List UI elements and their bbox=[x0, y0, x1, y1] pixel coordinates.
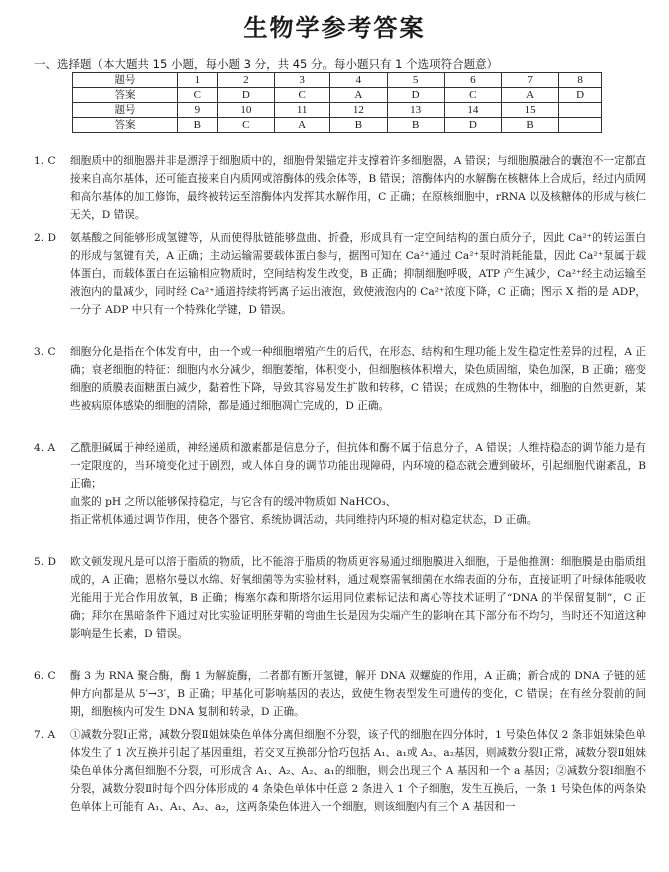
explanation-text: 细胞质中的细胞器并非是漂浮于细胞质中的，细胞骨架锚定并支撑着许多细胞器，A 错误；与细胞膜融合的囊泡不一定都直接来自高尔基体，还可能直接来自内质网或溶酶体的残余体等，B 错误；溶酶体内的水解酶在核糖体上合成后，经过内质网和高尔基体的加工修饰，最终被转运至溶酶体内发挥其水解作用，C 正确；在原核细胞中，rRNA 以及核糖体的形成与核仁无关，D 错误。 bbox=[70, 155, 646, 222]
question-number: 6. C bbox=[34, 670, 56, 682]
question-number-cell: 8 bbox=[559, 73, 602, 88]
table-row-label: 答案 bbox=[73, 88, 178, 103]
explanation-text: 氨基酸之间能够形成氢键等，从而使得肽链能够盘曲、折叠，形成具有一定空间结构的蛋白质分子，因此 Ca²⁺的转运蛋白的形成与氢键有关，A 正确；主动运输需要载体蛋白参与，据图可知在 Ca²⁺通过 Ca²⁺泵时消耗能量，因此 Ca²⁺泵属于载体蛋白，而载体蛋白在运输相应物质时，空间结构发生改变，B 正确；抑制细胞呼吸，ATP 产生减少，Ca²⁺经主动运输至液泡内的量减少，同时经 Ca²⁺通道持续将钙离子运出液泡，致使液泡内的 Ca²⁺浓度下降，C 正确；图示 X 指的是 ADP，一分子 ADP 中只有一个特殊化学键，D 错误。 bbox=[70, 232, 646, 317]
answer-cell: B bbox=[330, 118, 387, 133]
question-explanation bbox=[70, 229, 646, 319]
question-number: 7. A bbox=[34, 729, 56, 741]
explanation-text: 血浆的 pH 之所以能够保持稳定，与它含有的缓冲物质如 NaHCO₃、 bbox=[70, 496, 397, 509]
question-number-cell: 12 bbox=[330, 103, 387, 118]
answer-cell bbox=[559, 118, 602, 133]
question-5 bbox=[34, 553, 646, 643]
question-number: 4. A bbox=[34, 442, 56, 454]
answer-cell: C bbox=[444, 88, 501, 103]
question-number-cell: 10 bbox=[217, 103, 274, 118]
question-number: 3. C bbox=[34, 346, 56, 358]
question-number-cell: 14 bbox=[444, 103, 501, 118]
answer-cell: B bbox=[387, 118, 444, 133]
explanation-text: 细胞分化是指在个体发育中，由一个或一种细胞增殖产生的后代，在形态、结构和生理功能上发生稳定性差异的过程，A 正确；衰老细胞的特征：细胞内水分减少，细胞萎缩，体积变小，但细胞核体积增大，染色质固缩，染色加深，B 正确；癌变细胞的质膜表面糖蛋白减少，黏着性下降，导致其容易发生扩散和转移，C 错误；在成熟的生物体中，细胞的自然更新，某些被病原体感染的细胞的清除，都是通过细胞凋亡完成的，D 正确。 bbox=[70, 346, 646, 413]
question-number-cell: 5 bbox=[387, 73, 444, 88]
answer-cell: A bbox=[274, 118, 329, 133]
question-number-cell: 13 bbox=[387, 103, 444, 118]
question-number: 1. C bbox=[34, 155, 56, 167]
explanation-text: 乙酰胆碱属于神经递质，神经递质和激素都是信息分子，但抗体和酶不属于信息分子，A 错误；人维持稳态的调节能力是有一定限度的，当环境变化过于剧烈，或人体自身的调节功能出现障碍，内环境的稳态就会遭到破坏，引起细胞代谢紊乱，B 正确； bbox=[70, 442, 646, 491]
answer-cell: B bbox=[177, 118, 217, 133]
answer-cell: B bbox=[501, 118, 558, 133]
question-number-cell: 6 bbox=[444, 73, 501, 88]
question-6 bbox=[34, 667, 646, 721]
answer-cell: D bbox=[217, 88, 274, 103]
table-number-row bbox=[73, 103, 602, 118]
explanation-text: ①减数分裂Ⅰ正常，减数分裂Ⅱ姐妹染色单体分离但细胞不分裂，该子代的细胞在四分体时，1 号染色体仅 2 条非姐妹染色单体发生了 1 次互换并引起了基因重组，若交叉互换部分恰巧包括 A₁、a₁或 A₂、a₂基因，则减数分裂Ⅰ正常，减数分裂Ⅱ姐妹染色单体分离但细胞不分裂，可形成含 A₁、A₂、A₂、a₁的细胞，则会出现三个 A 基因和一个 a 基因；②减数分裂Ⅰ细胞不分裂，减数分裂Ⅱ时每个四分体形成的 4 条染色单体中任意 2 条进入 1 个子细胞，发生互换后，一条 1 号染色体的两条染色单体上可能有 A₁、A₁、A₂、a₂，这两条染色体进入一个细胞，则该细胞内有三个 A 基因和一 bbox=[70, 729, 646, 814]
question-number-cell: 1 bbox=[177, 73, 217, 88]
table-number-row bbox=[73, 73, 602, 88]
question-explanation bbox=[70, 553, 646, 643]
question-explanation bbox=[70, 152, 646, 224]
question-7 bbox=[34, 726, 646, 816]
answer-cell: A bbox=[501, 88, 558, 103]
question-1 bbox=[34, 152, 646, 224]
table-answer-row bbox=[73, 118, 602, 133]
explanation-text: 酶 3 为 RNA 聚合酶，酶 1 为解旋酶，二者都有断开氢键，解开 DNA 双螺旋的作用，A 正确；新合成的 DNA 子链的延伸方向都是从 5′→3′，B 正确；甲基化可影响基因的表达，致使生物表型发生可遗传的变化，C 错误；在有丝分裂前的间期，细胞核内可发生 DNA 复制和转录，D 正确。 bbox=[70, 670, 646, 719]
question-number-cell bbox=[559, 103, 602, 118]
question-number: 5. D bbox=[34, 556, 56, 568]
answer-cell: D bbox=[559, 88, 602, 103]
answer-cell: C bbox=[217, 118, 274, 133]
question-number: 2. D bbox=[34, 232, 56, 244]
question-number-cell: 7 bbox=[501, 73, 558, 88]
question-number-cell: 15 bbox=[501, 103, 558, 118]
question-3 bbox=[34, 343, 646, 415]
question-2 bbox=[34, 229, 646, 319]
table-row-label: 答案 bbox=[73, 118, 178, 133]
question-number-cell: 9 bbox=[177, 103, 217, 118]
question-number-cell: 3 bbox=[274, 73, 329, 88]
table-row-label: 题号 bbox=[73, 73, 178, 88]
answer-cell: C bbox=[177, 88, 217, 103]
answer-table bbox=[72, 72, 602, 133]
table-answer-row bbox=[73, 88, 602, 103]
page-title: 生物学参考答案 bbox=[243, 14, 426, 42]
explanation-text: 指正常机体通过调节作用，使各个器官、系统协调活动，共同维持内环境的相对稳定状态，D 正确。 bbox=[70, 514, 538, 527]
table-row-label: 题号 bbox=[73, 103, 178, 118]
question-explanation bbox=[70, 343, 646, 415]
answer-cell: D bbox=[444, 118, 501, 133]
answer-cell: D bbox=[387, 88, 444, 103]
question-explanation bbox=[70, 439, 646, 529]
answer-cell: C bbox=[274, 88, 329, 103]
question-number-cell: 11 bbox=[274, 103, 329, 118]
section-heading: 一、选择题（本大题共 15 小题，每小题 3 分，共 45 分。每小题只有 1 个选项符合题意） bbox=[34, 57, 499, 71]
question-number-cell: 2 bbox=[217, 73, 274, 88]
answer-cell: A bbox=[330, 88, 387, 103]
explanation-text: 欧文顿发现凡是可以溶于脂质的物质，比不能溶于脂质的物质更容易通过细胞膜进入细胞，于是他推测：细胞膜是由脂质组成的，A 正确；恩格尔曼以水绵、好氧细菌等为实验材料，通过观察需氧细菌在水绵表面的分布，直接证明了叶绿体能吸收光能用于光合作用放氧，B 正确；梅塞尔森和斯塔尔运用同位素标记法和离心等技术证明了“DNA 的半保留复制”，C 正确；拜尔在黑暗条件下通过对比实验证明胚芽鞘的弯曲生长是因为尖端产生的影响在其下部分布不均匀，当时还不知道这种影响是生长素，D 错误。 bbox=[70, 556, 646, 641]
question-explanation bbox=[70, 667, 646, 721]
question-number-cell: 4 bbox=[330, 73, 387, 88]
question-explanation bbox=[70, 726, 646, 816]
question-4 bbox=[34, 439, 646, 529]
